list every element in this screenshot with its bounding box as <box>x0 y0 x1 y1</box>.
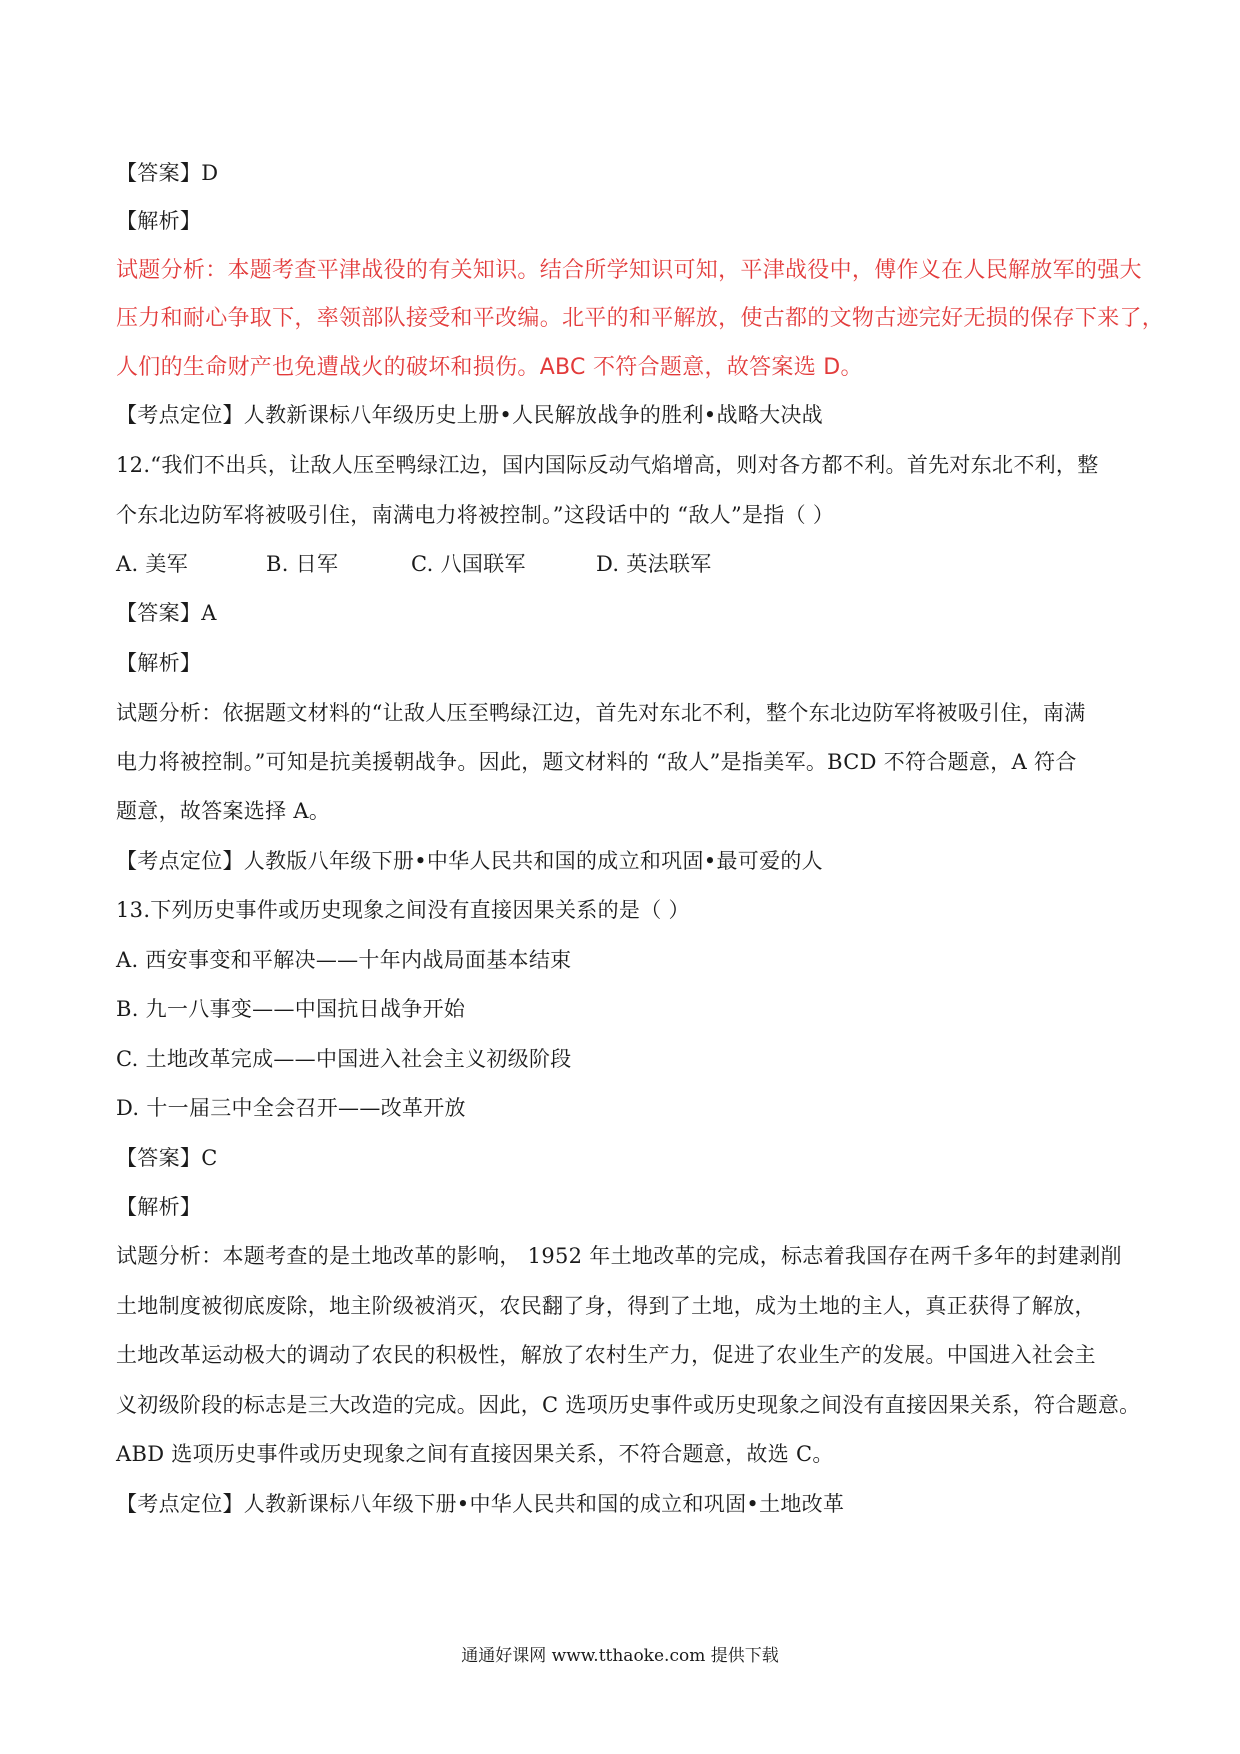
q12-answer: 【答案】A <box>116 601 217 625</box>
q11-kaodian: 【考点定位】人教新课标八年级历史上册•人民解放战争的胜利•战略大决战 <box>116 403 823 427</box>
q12-kaodian: 【考点定位】人教版八年级下册•中华人民共和国的成立和巩固•最可爱的人 <box>116 849 823 873</box>
q12-option-d: D. 英法联军 <box>596 552 712 576</box>
q12-options <box>116 549 1136 579</box>
q12-analysis-line: 试题分析：依据题文材料的“让敌人压至鸭绿江边，首先对东北不利，整个东北边防军将被吸引住，南满 <box>116 701 1086 725</box>
q13-kaodian: 【考点定位】人教新课标八年级下册•中华人民共和国的成立和巩固•土地改革 <box>116 1492 845 1516</box>
q13-analysis-line: 土地改革运动极大的调动了农民的积极性，解放了农村生产力，促进了农业生产的发展。中国进入社会主 <box>116 1343 1096 1367</box>
q11-analysis-line: 人们的生命财产也免遭战火的破坏和损伤。ABC 不符合题意，故答案选 D。 <box>116 355 863 380</box>
q13-analysis-title: 【解析】 <box>116 1195 202 1219</box>
q13-analysis-line: ABD 选项历史事件或历史现象之间有直接因果关系，不符合题意，故选 C。 <box>116 1442 834 1466</box>
q13-analysis-line: 试题分析：本题考查的是土地改革的影响， 1952 年土地改革的完成，标志着我国存在两千多年的封建剥削 <box>116 1244 1122 1268</box>
q13-option-b: B. 九一八事变——中国抗日战争开始 <box>116 997 466 1021</box>
q11-analysis-title: 【解析】 <box>116 209 202 233</box>
q12-option-b: B. 日军 <box>266 552 339 576</box>
q12-analysis-line: 电力将被控制。”可知是抗美援朝战争。因此，题文材料的 “敌人”是指美军。BCD 不符合题意，A 符合 <box>116 750 1077 774</box>
q13-option-a: A. 西安事变和平解决——十年内战局面基本结束 <box>116 948 572 972</box>
q12-analysis-title: 【解析】 <box>116 651 202 675</box>
q12-analysis-line: 题意，故答案选择 A。 <box>116 799 331 823</box>
q11-analysis-line: 试题分析：本题考查平津战役的有关知识。结合所学知识可知，平津战役中，傅作义在人民解放军的强大 <box>116 258 1142 283</box>
q11-answer: 【答案】D <box>116 161 219 185</box>
q12-stem-line: 12.“我们不出兵，让敌人压至鸭绿江边，国内国际反动气焰增高，则对各方都不利。首先对东北不利，整 <box>116 453 1099 477</box>
q13-analysis-line: 土地制度被彻底废除，地主阶级被消灭，农民翻了身，得到了土地，成为土地的主人，真正获得了解放， <box>116 1294 1096 1318</box>
q13-option-c: C. 土地改革完成——中国进入社会主义初级阶段 <box>116 1047 572 1071</box>
q13-answer: 【答案】C <box>116 1146 218 1170</box>
q13-analysis-line: 义初级阶段的标志是三大改造的完成。因此，C 选项历史事件或历史现象之间没有直接因果关系，符合题意。 <box>116 1393 1141 1417</box>
q13-stem: 13.下列历史事件或历史现象之间没有直接因果关系的是（ ） <box>116 898 690 922</box>
q12-stem-line: 个东北边防军将被吸引住，南满电力将被控制。”这段话中的 “敌人”是指（ ） <box>116 503 835 527</box>
q12-option-a: A. 美军 <box>116 552 189 576</box>
q12-option-c: C. 八国联军 <box>411 552 526 576</box>
q13-option-d: D. 十一届三中全会召开——改革开放 <box>116 1096 466 1120</box>
q11-analysis-line: 压力和耐心争取下，率领部队接受和平改编。北平的和平解放，使古都的文物古迹完好无损的保存下来了， <box>116 306 1165 331</box>
page-footer: 通通好课网 www.tthaoke.com 提供下载 <box>461 1646 779 1666</box>
